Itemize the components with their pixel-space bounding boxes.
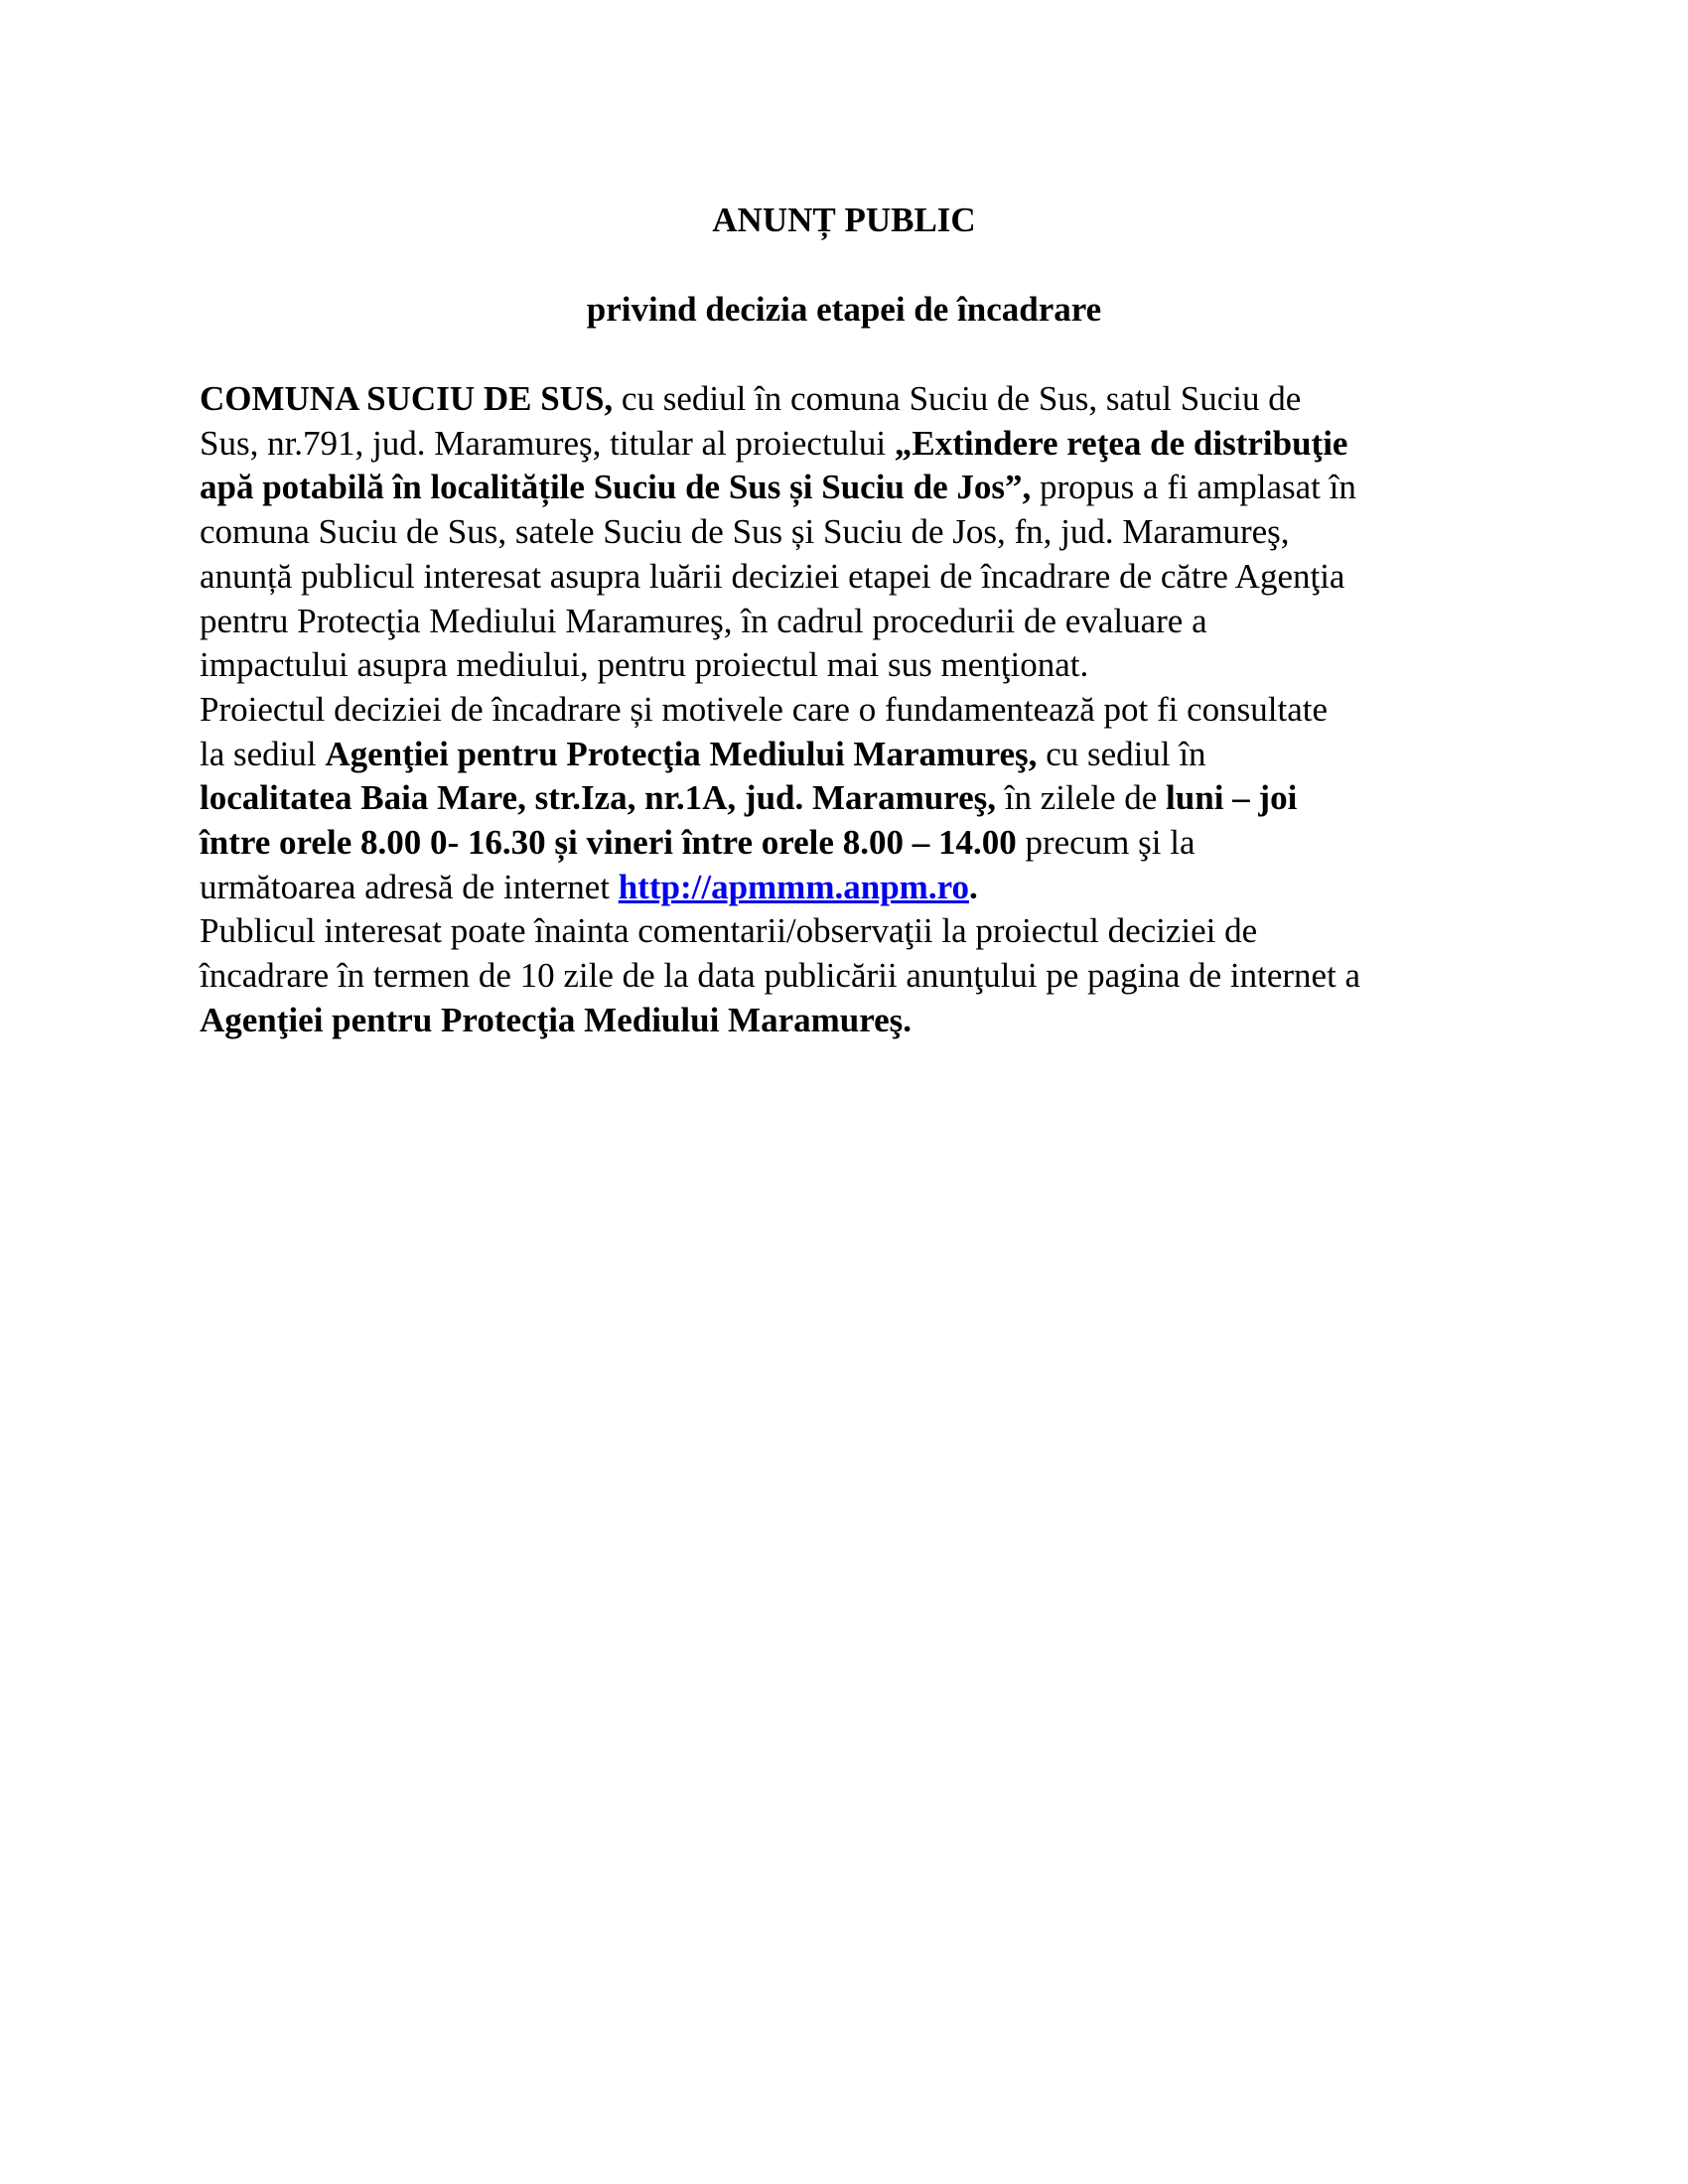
text-span: Proiectul deciziei de încadrare și motivele care o fundamentează pot fi consultate <box>200 689 1329 729</box>
text-span: Publicul interesat poate înainta comentarii/observaţii la proiectul deciziei de <box>200 911 1258 951</box>
agency-name: Agenţiei pentru Protecţia Mediului Maramureş, <box>325 734 1038 773</box>
text-span: propus a fi amplasat în <box>1031 468 1356 507</box>
document-subtitle: privind decizia etapei de încadrare <box>586 290 1102 329</box>
text-span: precum şi la <box>1016 823 1196 863</box>
schedule-hours: între orele 8.00 0- 16.30 și vineri între orele 8.00 – 14.00 <box>200 823 1017 863</box>
text-span: comuna Suciu de Sus, satele Suciu de Sus și Suciu de Jos, fn, jud. Maramureş, <box>200 512 1290 552</box>
paragraph-3 <box>200 909 1510 1042</box>
paragraph-1 <box>200 377 1510 688</box>
document-title: ANUNȚ PUBLIC <box>712 201 976 239</box>
text-span: cu sediul în comuna Suciu de Sus, satul Suciu de <box>613 379 1302 418</box>
text-span: la sediul <box>200 734 326 773</box>
text-span: pentru Protecţia Mediului Maramureş, în cadrul procedurii de evaluare a <box>200 601 1207 640</box>
text-span: încadrare în termen de 10 zile de la data publicării anunţului pe pagina de internet a <box>200 956 1361 996</box>
paragraph-2 <box>200 688 1510 910</box>
text-span: cu sediul în <box>1037 734 1206 773</box>
agency-address: localitatea Baia Mare, str.Iza, nr.1A, jud. Maramureş, <box>200 778 996 818</box>
applicant-name: COMUNA SUCIU DE SUS, <box>200 379 614 418</box>
project-name-cont: apă potabilă în localitățile Suciu de Sus și Suciu de Jos”, <box>200 468 1032 507</box>
agency-website-link[interactable]: http://apmmm.anpm.ro <box>618 867 969 906</box>
text-span: următoarea adresă de internet <box>200 867 619 906</box>
text-span: Sus, nr.791, jud. Maramureş, titular al proiectului <box>200 423 895 463</box>
agency-name: Agenţiei pentru Protecţia Mediului Maramureş. <box>200 1000 913 1039</box>
schedule-days: luni – joi <box>1166 778 1298 818</box>
project-name: „Extindere reţea de distribuţie <box>894 423 1348 463</box>
text-span: în zilele de <box>996 778 1167 818</box>
text-span: impactului asupra mediului, pentru proiectul mai sus menţionat. <box>200 645 1089 685</box>
text-span: anunță publicul interesat asupra luării deciziei etapei de încadrare de către Agenţia <box>200 556 1345 596</box>
text-span: . <box>968 867 978 906</box>
document-body <box>200 377 1510 1043</box>
